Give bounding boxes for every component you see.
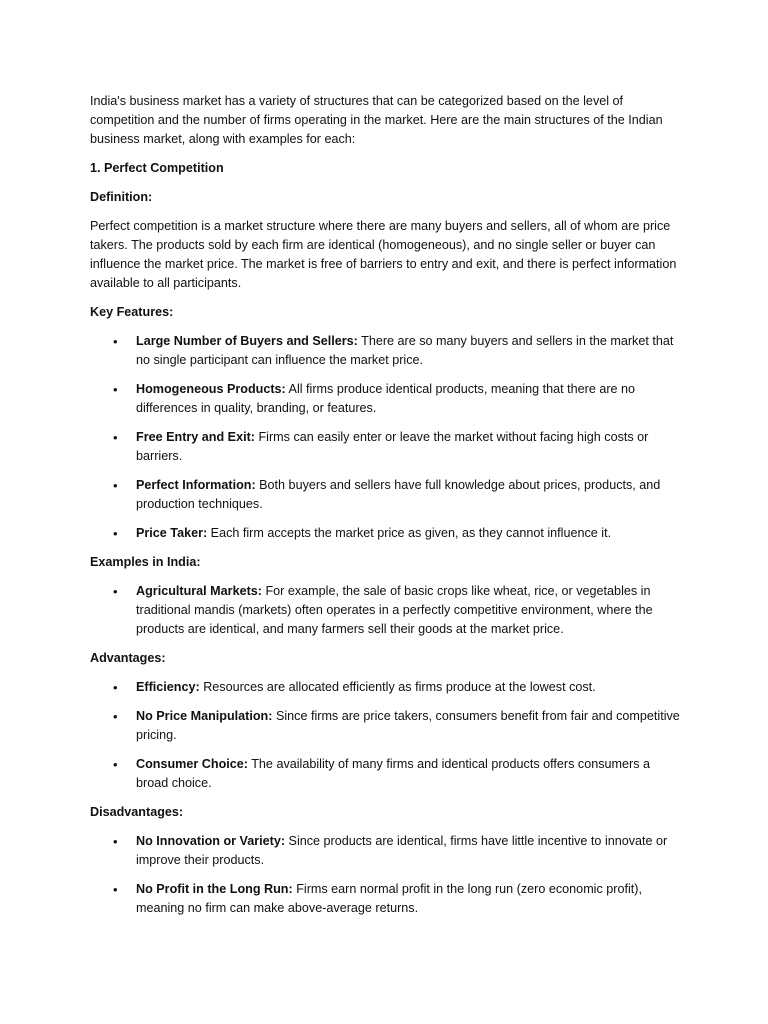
disadvantages-heading: Disadvantages: xyxy=(90,805,184,819)
examples-heading: Examples in India: xyxy=(90,555,201,569)
list-item-text: There are so many buyers and sellers in the market that no single participant can influence the market price. xyxy=(136,334,674,367)
advantages-list xyxy=(90,678,680,793)
list-item-text: For example, the sale of basic crops like wheat, rice, or vegetables in traditional mandis (markets) often operates in a perfectly competitive environment, where the products are identical, and many farmers sell their goods at the market price. xyxy=(136,584,653,636)
disadvantages-list xyxy=(90,832,680,918)
bullet-icon: • xyxy=(113,334,118,349)
list-item-term: Price Taker: xyxy=(136,526,208,540)
bullet-icon: • xyxy=(113,430,118,445)
list-item-text: Resources are allocated efficiently as firms produce at the lowest cost. xyxy=(199,680,596,694)
section-title: 1. Perfect Competition xyxy=(90,161,224,175)
definition-heading: Definition: xyxy=(90,190,153,204)
list-item xyxy=(90,678,680,697)
examples-list xyxy=(90,582,680,639)
bullet-icon: • xyxy=(113,584,118,599)
bullet-icon: • xyxy=(113,478,118,493)
key-features-list xyxy=(90,332,680,543)
list-item xyxy=(90,880,680,918)
list-item-text: Since products are identical, firms have little incentive to innovate or improve their products. xyxy=(136,834,668,867)
list-item-term: Efficiency: xyxy=(136,680,200,694)
list-item-text: The availability of many firms and identical products offers consumers a broad choice. xyxy=(136,757,650,790)
bullet-icon: • xyxy=(113,834,118,849)
list-item-term: Perfect Information: xyxy=(136,478,256,492)
list-item xyxy=(90,476,680,514)
list-item-text: All firms produce identical products, meaning that there are no differences in quality, branding, or features. xyxy=(136,382,636,415)
list-item-text: Firms earn normal profit in the long run (zero economic profit), meaning no firm can make above-average returns. xyxy=(136,882,642,915)
advantages-heading: Advantages: xyxy=(90,651,166,665)
list-item-text: Since firms are price takers, consumers benefit from fair and competitive pricing. xyxy=(136,709,680,742)
bullet-icon: • xyxy=(113,709,118,724)
list-item-text: Firms can easily enter or leave the market without facing high costs or barriers. xyxy=(136,430,649,463)
list-item xyxy=(90,380,680,418)
list-item xyxy=(90,524,680,543)
list-item xyxy=(90,332,680,370)
list-item-term: No Innovation or Variety: xyxy=(136,834,286,848)
list-item xyxy=(90,582,680,639)
list-item-term: Consumer Choice: xyxy=(136,757,248,771)
definition-paragraph: Perfect competition is a market structure where there are many buyers and sellers, all of whom are price takers. The products sold by each firm are identical (homogeneous), and no single seller or buyer can influence the market price. The market is free of barriers to entry and exit, and there is perfect information available to all participants. xyxy=(90,219,677,290)
document-page xyxy=(90,92,680,928)
list-item xyxy=(90,755,680,793)
bullet-icon: • xyxy=(113,757,118,772)
bullet-icon: • xyxy=(113,882,118,897)
list-item-term: Free Entry and Exit: xyxy=(136,430,255,444)
list-item-text: Each firm accepts the market price as given, as they cannot influence it. xyxy=(207,526,612,540)
bullet-icon: • xyxy=(113,680,118,695)
list-item-term: Agricultural Markets: xyxy=(136,584,262,598)
list-item xyxy=(90,832,680,870)
key-features-heading: Key Features: xyxy=(90,305,174,319)
intro-paragraph: India's business market has a variety of structures that can be categorized based on the level of competition and the number of firms operating in the market. Here are the main structures of the Indian business market, along with examples for each: xyxy=(90,94,663,146)
list-item xyxy=(90,707,680,745)
list-item-term: Large Number of Buyers and Sellers: xyxy=(136,334,358,348)
list-item-term: Homogeneous Products: xyxy=(136,382,286,396)
bullet-icon: • xyxy=(113,382,118,397)
list-item-term: No Price Manipulation: xyxy=(136,709,273,723)
list-item xyxy=(90,428,680,466)
bullet-icon: • xyxy=(113,526,118,541)
list-item-text: Both buyers and sellers have full knowledge about prices, products, and production techniques. xyxy=(136,478,661,511)
list-item-term: No Profit in the Long Run: xyxy=(136,882,293,896)
